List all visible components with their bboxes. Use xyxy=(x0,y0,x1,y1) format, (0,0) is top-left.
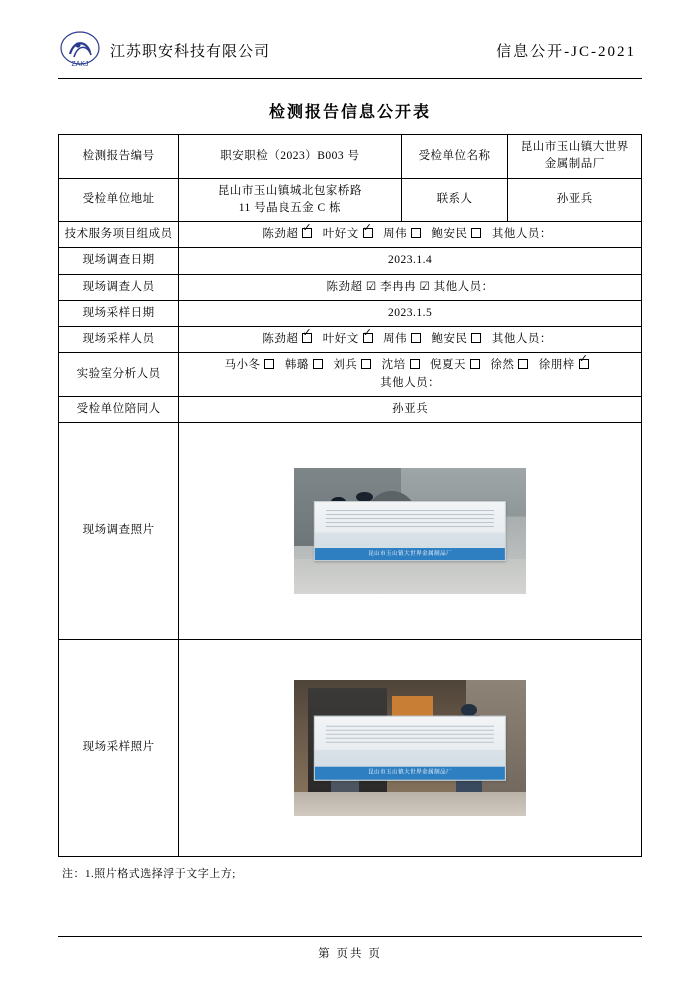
banner-lines xyxy=(326,510,493,533)
client-label: 受检单位名称 xyxy=(401,135,508,179)
contact-value: 孙亚兵 xyxy=(508,178,642,222)
team-member-name: 陈劲超 xyxy=(262,228,299,240)
survey-staff-label: 现场调查人员 xyxy=(59,274,179,300)
team-members-cell xyxy=(179,222,642,248)
sample-staff-name: 陈劲超 xyxy=(262,333,299,345)
checkbox-icon[interactable] xyxy=(411,228,421,238)
banner-text: 昆山市玉山镇大世界金属制品厂 xyxy=(315,548,505,560)
checkbox-icon[interactable] xyxy=(363,228,373,238)
lab-staff-name: 倪夏天 xyxy=(429,359,466,372)
page-footer xyxy=(58,936,642,961)
footnote: 注：1.照片格式选择浮于文字上方; xyxy=(62,868,236,880)
survey-photo-label: 现场调查照片 xyxy=(59,423,179,640)
sample-photo-label: 现场采样照片 xyxy=(59,640,179,857)
survey-date-value: 2023.1.4 xyxy=(179,248,642,274)
banner-text: 昆山市玉山镇大世界金属制品厂 xyxy=(315,767,505,779)
sample-staff-member xyxy=(431,331,482,348)
survey-date-label: 现场调查日期 xyxy=(59,248,179,274)
team-member-name: 鲍安民 xyxy=(431,228,468,240)
photo-banner xyxy=(314,501,506,561)
sample-staff-other-label: 其他人员： xyxy=(491,333,552,345)
lab-staff-other-label: 其他人员： xyxy=(380,376,441,389)
header-left xyxy=(58,30,270,70)
team-member xyxy=(431,226,482,243)
checkbox-icon[interactable] xyxy=(363,333,373,343)
photo-floor xyxy=(294,792,526,816)
footer-divider xyxy=(58,936,642,937)
accompany-label: 受检单位陪同人 xyxy=(59,396,179,422)
sample-staff-name: 叶好文 xyxy=(322,333,359,345)
lab-staff-member xyxy=(333,357,372,374)
report-no-label: 检测报告编号 xyxy=(59,135,179,179)
team-member xyxy=(262,226,313,243)
lab-staff-member xyxy=(539,357,590,374)
company-name: 江苏职安科技有限公司 xyxy=(110,43,271,60)
team-member xyxy=(323,226,374,243)
checkbox-icon[interactable] xyxy=(518,359,528,369)
client-value-line1: 昆山市玉山镇大世界 xyxy=(520,141,629,153)
banner-lines xyxy=(326,725,493,750)
table-row-sample-photo xyxy=(59,640,642,857)
lab-staff-name: 徐然 xyxy=(490,359,515,372)
address-value-line2: 11 号晶良五金 C 栋 xyxy=(238,201,342,214)
document-code: 信息公开-JC-2021 xyxy=(496,43,636,60)
table-row xyxy=(59,248,642,274)
sample-staff-cell xyxy=(179,327,642,353)
lab-staff-member xyxy=(382,357,421,374)
checkbox-icon[interactable] xyxy=(302,228,312,238)
lab-staff-member xyxy=(490,357,529,374)
sample-staff-member xyxy=(262,331,313,348)
checkbox-icon[interactable] xyxy=(361,359,371,369)
page-header xyxy=(58,24,642,80)
team-label: 技术服务项目组成员 xyxy=(59,222,179,248)
page-title: 检测报告信息公开表 xyxy=(268,104,431,121)
table-row xyxy=(59,327,642,353)
team-member-name: 叶好文 xyxy=(322,228,359,240)
table-row xyxy=(59,300,642,326)
sample-photo-cell xyxy=(179,640,642,857)
sample-staff-member xyxy=(323,331,374,348)
header-divider xyxy=(58,78,642,79)
lab-staff-member xyxy=(285,357,324,374)
address-value xyxy=(179,178,402,222)
checkbox-icon[interactable] xyxy=(470,359,480,369)
table-row xyxy=(59,274,642,300)
lab-staff-name: 徐朋梓 xyxy=(538,359,575,372)
report-info-table xyxy=(58,134,642,857)
sample-photo-image xyxy=(294,680,526,816)
address-value-line1: 昆山市玉山镇城北包家桥路 xyxy=(217,184,362,197)
accompany-value: 孙亚兵 xyxy=(179,396,642,422)
checkbox-icon[interactable] xyxy=(313,359,323,369)
team-member-name: 周伟 xyxy=(383,228,408,240)
sample-photo-wrap xyxy=(182,644,638,852)
checkbox-icon[interactable] xyxy=(411,333,421,343)
client-value xyxy=(508,135,642,179)
checkbox-icon[interactable] xyxy=(264,359,274,369)
address-label: 受检单位地址 xyxy=(59,178,179,222)
checkbox-icon[interactable] xyxy=(579,359,589,369)
client-value-line2: 金属制品厂 xyxy=(544,158,605,171)
lab-staff-line1 xyxy=(182,357,638,374)
table-row xyxy=(59,135,642,179)
survey-photo-wrap xyxy=(182,427,638,635)
company-logo-icon xyxy=(58,30,102,70)
contact-label: 联系人 xyxy=(401,178,508,222)
sample-date-value: 2023.1.5 xyxy=(179,300,642,326)
svg-text:ZAKJ: ZAKJ xyxy=(71,61,89,68)
team-member xyxy=(383,226,422,243)
lab-staff-name: 韩璐 xyxy=(284,359,309,372)
table-row xyxy=(59,178,642,222)
sample-staff-name: 周伟 xyxy=(383,333,408,345)
photo-floor xyxy=(294,559,526,594)
table-row xyxy=(59,222,642,248)
sample-staff-member xyxy=(383,331,422,348)
table-row xyxy=(59,353,642,397)
page-number: 第 页共 页 xyxy=(318,948,382,960)
photo-banner xyxy=(314,716,506,781)
lab-staff-name: 马小冬 xyxy=(224,359,261,372)
lab-staff-member xyxy=(224,357,275,374)
checkbox-icon[interactable] xyxy=(410,359,420,369)
checkbox-icon[interactable] xyxy=(302,333,312,343)
checkbox-icon[interactable] xyxy=(471,333,481,343)
survey-staff-value: 陈劲超 ☑ 李冉冉 ☑ 其他人员： xyxy=(179,274,642,300)
lab-staff-name: 沈培 xyxy=(381,359,406,372)
table-row-survey-photo xyxy=(59,423,642,640)
sample-staff-label: 现场采样人员 xyxy=(59,327,179,353)
lab-staff-label: 实验室分析人员 xyxy=(59,353,179,397)
table-row xyxy=(59,396,642,422)
checkbox-icon[interactable] xyxy=(471,228,481,238)
team-other-label: 其他人员： xyxy=(491,228,552,240)
sample-staff-name: 鲍安民 xyxy=(431,333,468,345)
lab-staff-cell xyxy=(179,353,642,397)
report-no-value: 职安职检（2023）B003 号 xyxy=(179,135,402,179)
lab-staff-name: 刘兵 xyxy=(333,359,358,372)
lab-staff-member xyxy=(430,357,481,374)
survey-photo-cell xyxy=(179,423,642,640)
sample-date-label: 现场采样日期 xyxy=(59,300,179,326)
survey-photo-image xyxy=(294,468,526,594)
